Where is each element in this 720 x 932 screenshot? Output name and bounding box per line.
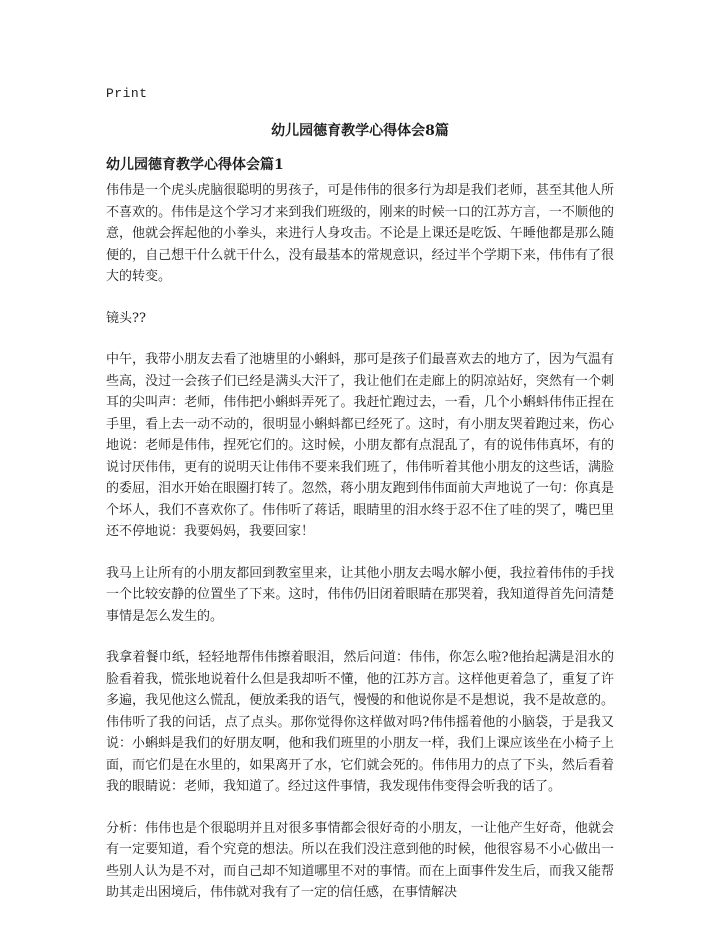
paragraph-analysis: 分析：伟伟也是个很聪明并且对很多事情都会很好奇的小朋友，一让他产生好奇，他就会有一定要知道，看个究竟的想法。所以在我们没注意到他的时候，他很容易不小心做出一些别人认为是不对，而自己却不知道哪里不对的事情。而在上面事件发生后，而我又能帮助其走出困境后，伟伟就对我有了一定的信任感，在事情解决 <box>106 820 614 900</box>
print-label[interactable]: Print <box>106 86 148 101</box>
section-heading: 幼儿园德育教学心得体会篇1 <box>106 157 284 173</box>
document-title: 幼儿园德育教学心得体会8篇 <box>271 123 449 139</box>
document-body <box>106 180 614 924</box>
paragraph-scene-label: 镜头?? <box>106 310 146 326</box>
paragraph-intro: 伟伟是一个虎头虎脑很聪明的男孩子，可是伟伟的很多行为却是我们老师，甚至其他人所不喜欢的。伟伟是这个学习才来到我们班级的，刚来的时候一口的江苏方言，一不顺他的意，他就会挥起他的小拳头，来进行人身攻击。不论是上课还是吃饭、午睡他都是那么随便的，自己想干什么就干什么，没有最基本的常规意识，经过半个学期下来，伟伟有了很大的转变。 <box>106 183 614 284</box>
paragraph-tadpole-story: 中午，我带小朋友去看了池塘里的小蝌蚪，那可是孩子们最喜欢去的地方了，因为气温有些高，没过一会孩子们已经是满头大汗了，我让他们在走廊上的阴凉站好，突然有一个刺耳的尖叫声：老师，伟伟把小蝌蚪弄死了。我赶忙跑过去，一看，几个小蝌蚪伟伟正捏在手里，看上去一动不动的，很明显小蝌蚪都已经死了。这时，有小朋友哭着跑过来，伤心地说：老师是伟伟，捏死它们的。这时候，小朋友都有点混乱了，有的说伟伟真坏，有的说讨厌伟伟，更有的说明天让伟伟不要来我们班了，伟伟听着其他小朋友的这些话，满脸的委屈，泪水开始在眼圈打转了。忽然，蒋小朋友跑到伟伟面前大声地说了一句：你真是个坏人，我们不喜欢你了。伟伟听了蒋话，眼睛里的泪水终于忍不住了哇的哭了，嘴巴里还不停地说：我要妈妈，我要回家！ <box>106 352 614 539</box>
paragraph-conversation: 我拿着餐巾纸，轻轻地帮伟伟擦着眼泪，然后问道：伟伟，你怎么啦?他抬起满是泪水的脸看着我，慌张地说着什么但是我却听不懂，他的江苏方言。这样他更着急了，重复了许多遍，我见他这么慌乱，便放柔我的语气，慢慢的和他说你是不是想说，我不是故意的。伟伟听了我的问话，点了点头。那你觉得你这样做对吗?伟伟摇着他的小脑袋，于是我又说：小蝌蚪是我们的好朋友啊，他和我们班里的小朋友一样，我们上课应该坐在小椅子上面，而它们是在水里的，如果离开了水，它们就会死的。伟伟用力的点了下头，然后看着我的眼睛说：老师，我知道了。经过这件事情，我发现伟伟变得会听我的话了。 <box>106 650 614 794</box>
paragraph-classroom: 我马上让所有的小朋友都回到教室里来，让其他小朋友去喝水解小便，我拉着伟伟的手找一个比较安静的位置坐了下来。这时，伟伟仍旧闭着眼睛在那哭着，我知道得首先问清楚事情是怎么发生的。 <box>106 565 614 624</box>
